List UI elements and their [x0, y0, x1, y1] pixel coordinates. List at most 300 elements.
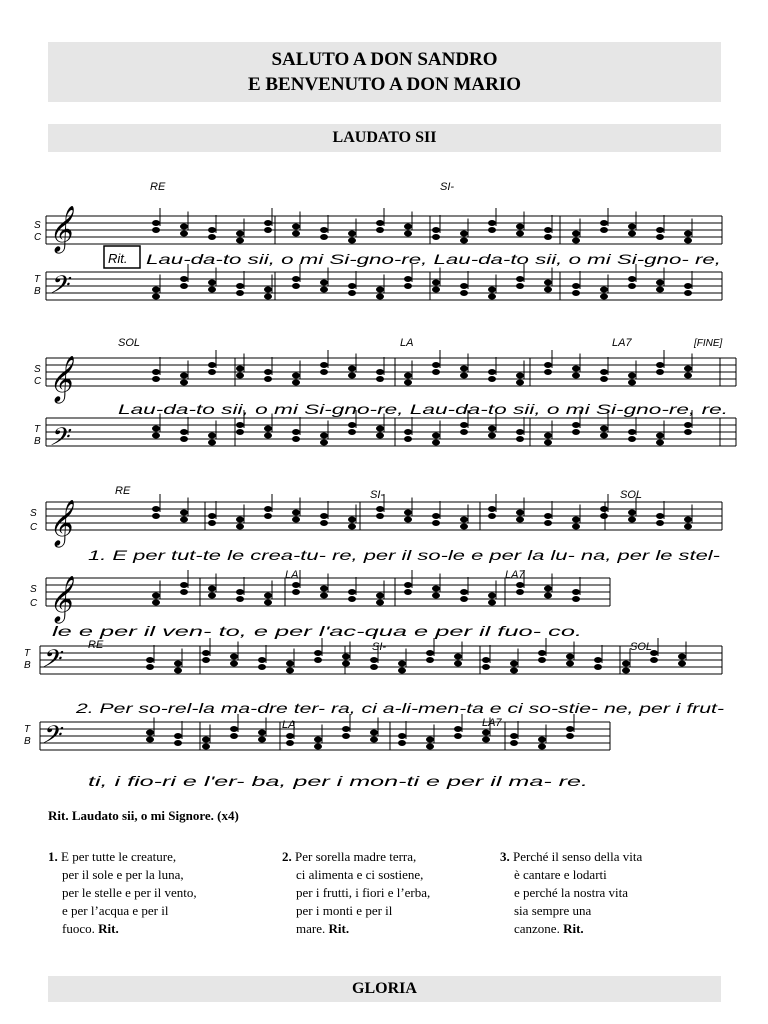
note-head	[208, 593, 216, 599]
note-head	[342, 661, 350, 667]
note-head	[544, 440, 552, 446]
note-head	[376, 506, 384, 512]
note-head	[376, 376, 384, 382]
note-head	[432, 287, 440, 293]
staff-label-tenor: T	[34, 274, 41, 285]
verse-line: e per l’acqua e per il	[62, 903, 169, 918]
note-head	[258, 657, 266, 663]
note-head	[348, 238, 356, 244]
note-head	[684, 366, 692, 372]
note-head	[292, 231, 300, 237]
note-head	[208, 287, 216, 293]
note-head	[320, 362, 328, 368]
note-head	[628, 429, 636, 435]
note-head	[208, 234, 216, 240]
note-head	[370, 737, 378, 743]
note-head	[488, 220, 496, 226]
title-banner	[48, 42, 721, 102]
note-head	[432, 280, 440, 286]
note-head	[572, 596, 580, 602]
lyrics-line-6: ti, i fio-ri e l'er- ba, per i mon-ti e per il ma- re.	[88, 773, 588, 789]
note-head	[286, 668, 294, 674]
note-head	[152, 426, 160, 432]
note-head	[202, 650, 210, 656]
note-head	[600, 506, 608, 512]
chord-label-la-3: LA	[282, 719, 296, 731]
note-head	[460, 373, 468, 379]
note-head	[600, 426, 608, 432]
note-head	[342, 726, 350, 732]
note-head	[516, 510, 524, 516]
staff-label-contralto-3: C	[30, 522, 38, 533]
note-head	[600, 513, 608, 519]
note-head	[544, 433, 552, 439]
note-head	[510, 661, 518, 667]
note-head	[656, 362, 664, 368]
staff-label-tenor-2: T	[34, 424, 41, 435]
note-head	[236, 524, 244, 530]
note-head	[370, 657, 378, 663]
note-head	[432, 586, 440, 592]
note-head	[516, 429, 524, 435]
note-head	[566, 733, 574, 739]
note-head	[628, 373, 636, 379]
note-head	[516, 224, 524, 230]
verse-line: E per tutte le creature,	[61, 849, 177, 864]
note-head	[656, 287, 664, 293]
note-head	[348, 422, 356, 428]
refrain-instruction: Rit. Laudato sii, o mi Signore. (x4)	[48, 808, 239, 823]
note-head	[544, 234, 552, 240]
note-head	[622, 661, 630, 667]
note-head	[258, 664, 266, 670]
note-head	[404, 517, 412, 523]
note-head	[426, 657, 434, 663]
note-head	[572, 517, 580, 523]
note-head	[454, 726, 462, 732]
note-head	[544, 227, 552, 233]
staff-lines	[40, 216, 736, 750]
note-head	[628, 380, 636, 386]
note-head	[432, 227, 440, 233]
note-head	[236, 238, 244, 244]
note-head	[348, 589, 356, 595]
treble-clef-icon-3: 𝄞	[48, 501, 72, 545]
note-head	[202, 737, 210, 743]
lyrics-line-3: 1. E per tut-te le crea-tu- re, per il so-le e per la lu- na, per le stel-	[88, 547, 721, 563]
note-head	[320, 369, 328, 375]
note-head	[426, 650, 434, 656]
note-head	[488, 227, 496, 233]
note-head	[432, 513, 440, 519]
note-head	[376, 294, 384, 300]
note-head	[376, 433, 384, 439]
note-head	[208, 433, 216, 439]
treble-clef-icon-4: 𝄞	[48, 577, 72, 621]
note-head	[482, 730, 490, 736]
verse-line: sia sempre una	[514, 903, 592, 918]
note-head	[460, 231, 468, 237]
note-head	[404, 582, 412, 588]
note-head	[600, 376, 608, 382]
note-head	[656, 440, 664, 446]
note-head	[572, 366, 580, 372]
note-head	[320, 513, 328, 519]
note-head	[404, 380, 412, 386]
note-head	[516, 231, 524, 237]
note-head	[376, 220, 384, 226]
note-head	[292, 510, 300, 516]
staff-label-tenor-4: T	[24, 724, 31, 735]
note-head	[488, 593, 496, 599]
note-head	[656, 280, 664, 286]
note-head	[152, 600, 160, 606]
note-head	[264, 426, 272, 432]
note-head	[544, 280, 552, 286]
verse-line: Perché il senso della vita	[513, 849, 643, 864]
chord-label-si-minor: SI-	[440, 181, 455, 193]
verse-line: è cantare e lodarti	[514, 867, 607, 882]
note-head	[426, 744, 434, 750]
note-head	[432, 520, 440, 526]
staff-label-bass: B	[34, 286, 41, 297]
note-head	[236, 517, 244, 523]
chord-label-la: LA	[400, 337, 414, 349]
note-head	[600, 369, 608, 375]
note-head	[236, 429, 244, 435]
note-head	[314, 650, 322, 656]
chord-label-re: RE	[150, 181, 166, 193]
note-head	[152, 433, 160, 439]
note-head	[572, 283, 580, 289]
note-head	[286, 740, 294, 746]
sheet-music	[0, 160, 768, 800]
note-head	[320, 520, 328, 526]
lyrics-line-4: le e per il ven- to, e per l'ac-qua e per il fuo- co.	[52, 623, 582, 639]
note-head	[488, 506, 496, 512]
staff-label-soprano: S	[34, 220, 41, 231]
next-song-title: GLORIA	[48, 976, 721, 1002]
note-head	[146, 664, 154, 670]
note-head	[516, 436, 524, 442]
note-head	[292, 373, 300, 379]
note-head	[454, 654, 462, 660]
note-head	[628, 517, 636, 523]
note-head	[208, 520, 216, 526]
note-head	[292, 429, 300, 435]
note-head	[404, 283, 412, 289]
note-head	[180, 283, 188, 289]
chord-label-la7-3: LA7	[482, 717, 502, 729]
rit-marker: Rit.	[328, 921, 350, 936]
note-head	[516, 380, 524, 386]
note-head	[180, 224, 188, 230]
note-head	[264, 294, 272, 300]
note-head	[544, 586, 552, 592]
page-title-line-1: SALUTO A DON SANDRO	[271, 49, 498, 70]
note-head	[572, 429, 580, 435]
note-head	[208, 513, 216, 519]
note-head	[348, 429, 356, 435]
note-head	[152, 513, 160, 519]
note-head	[348, 596, 356, 602]
note-head	[622, 668, 630, 674]
note-head	[544, 520, 552, 526]
rit-box-label: Rit.	[108, 251, 128, 266]
note-head	[544, 287, 552, 293]
note-head	[208, 227, 216, 233]
rit-marker: Rit.	[563, 921, 584, 936]
note-head	[236, 589, 244, 595]
note-head	[152, 376, 160, 382]
note-head	[684, 238, 692, 244]
lyrics-line-1: Lau-da-to sii, o mi Si-gno-re, Lau-da-to sii, o mi Si-gno- re,	[146, 251, 721, 267]
chord-label-si-minor-3: SI-	[372, 641, 387, 653]
chord-label-la-2: LA	[285, 569, 299, 581]
rit-marker: Rit.	[98, 921, 119, 936]
verse-line: fuoco.	[62, 921, 95, 936]
note-head	[314, 657, 322, 663]
note-head	[488, 426, 496, 432]
chord-label-re-3: RE	[88, 639, 104, 651]
note-head	[348, 524, 356, 530]
verse-2	[282, 848, 430, 938]
staff-label-soprano-2: S	[34, 364, 41, 375]
note-head	[342, 654, 350, 660]
note-head	[488, 513, 496, 519]
note-head	[236, 290, 244, 296]
note-head	[292, 436, 300, 442]
note-head	[482, 657, 490, 663]
note-head	[152, 369, 160, 375]
verse-1	[48, 848, 197, 938]
note-head	[404, 231, 412, 237]
note-head	[516, 517, 524, 523]
note-head	[398, 668, 406, 674]
note-head	[152, 506, 160, 512]
note-head	[460, 238, 468, 244]
note-head	[258, 737, 266, 743]
note-head	[404, 589, 412, 595]
note-head	[286, 733, 294, 739]
note-head	[180, 231, 188, 237]
note-head	[684, 517, 692, 523]
note-head	[594, 664, 602, 670]
note-head	[202, 657, 210, 663]
bass-clef-icon: 𝄢	[48, 272, 68, 305]
note-head	[264, 600, 272, 606]
note-head	[656, 520, 664, 526]
note-head	[236, 373, 244, 379]
note-head	[264, 593, 272, 599]
note-head	[376, 227, 384, 233]
note-head	[488, 433, 496, 439]
note-head	[180, 436, 188, 442]
note-head	[398, 740, 406, 746]
note-head	[488, 287, 496, 293]
note-head	[146, 657, 154, 663]
note-head	[398, 733, 406, 739]
note-head	[432, 369, 440, 375]
note-head	[264, 513, 272, 519]
note-head	[572, 524, 580, 530]
staff-label-contralto: C	[34, 232, 42, 243]
lyrics-line-2: Lau-da-to sii, o mi Si-gno-re, Lau-da-to sii, o mi Si-gno-re, re.	[118, 401, 728, 417]
note-head	[376, 593, 384, 599]
note-head	[348, 373, 356, 379]
note-head	[376, 287, 384, 293]
note-head	[404, 276, 412, 282]
note-head	[460, 283, 468, 289]
note-head	[208, 280, 216, 286]
note-head	[208, 362, 216, 368]
note-head	[516, 283, 524, 289]
note-head	[454, 661, 462, 667]
verse-number: 3.	[500, 849, 510, 864]
note-head	[230, 733, 238, 739]
note-head	[292, 276, 300, 282]
note-head	[572, 422, 580, 428]
note-head	[482, 737, 490, 743]
note-head	[376, 513, 384, 519]
note-head	[146, 737, 154, 743]
note-head	[314, 744, 322, 750]
verse-3	[500, 848, 642, 938]
note-head	[432, 433, 440, 439]
chord-label-sol-2: SOL	[620, 489, 643, 501]
note-head	[376, 369, 384, 375]
note-head	[292, 589, 300, 595]
note-head	[320, 280, 328, 286]
note-heads	[146, 208, 692, 750]
note-head	[510, 668, 518, 674]
chord-label-re-2: RE	[115, 485, 131, 497]
note-head	[454, 733, 462, 739]
note-head	[264, 227, 272, 233]
note-head	[264, 433, 272, 439]
note-head	[398, 661, 406, 667]
note-head	[572, 231, 580, 237]
note-head	[460, 422, 468, 428]
note-head	[656, 227, 664, 233]
note-head	[292, 283, 300, 289]
staff-label-soprano-3: S	[30, 508, 37, 519]
note-head	[180, 510, 188, 516]
note-head	[320, 433, 328, 439]
note-head	[628, 436, 636, 442]
note-head	[180, 373, 188, 379]
note-head	[180, 589, 188, 595]
staff-label-bass-2: B	[34, 436, 41, 447]
note-head	[404, 429, 412, 435]
note-head	[348, 231, 356, 237]
note-head	[286, 661, 294, 667]
note-head	[320, 227, 328, 233]
note-head	[600, 294, 608, 300]
staff-label-tenor-3: T	[24, 648, 31, 659]
note-head	[538, 650, 546, 656]
note-head	[594, 657, 602, 663]
note-head	[292, 517, 300, 523]
note-head	[292, 224, 300, 230]
note-head	[174, 668, 182, 674]
note-head	[460, 290, 468, 296]
note-head	[566, 654, 574, 660]
note-head	[152, 220, 160, 226]
verse-line: ci alimenta e ci sostiene,	[296, 867, 424, 882]
note-head	[516, 589, 524, 595]
note-head	[174, 661, 182, 667]
staff-label-soprano-4: S	[30, 584, 37, 595]
note-head	[208, 440, 216, 446]
staff-label-bass-4: B	[24, 736, 31, 747]
note-head	[566, 726, 574, 732]
note-head	[370, 730, 378, 736]
note-head	[538, 657, 546, 663]
note-head	[488, 376, 496, 382]
note-head	[656, 513, 664, 519]
note-head	[180, 517, 188, 523]
note-head	[404, 373, 412, 379]
note-head	[292, 582, 300, 588]
note-head	[264, 220, 272, 226]
note-head	[460, 596, 468, 602]
note-head	[460, 429, 468, 435]
note-head	[684, 524, 692, 530]
note-head	[572, 238, 580, 244]
note-head	[460, 589, 468, 595]
note-head	[460, 524, 468, 530]
note-head	[656, 433, 664, 439]
note-head	[488, 369, 496, 375]
verse-line: mare.	[296, 921, 326, 936]
note-head	[600, 433, 608, 439]
note-head	[236, 283, 244, 289]
verse-line: Per sorella madre terra,	[295, 849, 417, 864]
treble-clef-icon-2: 𝄞	[48, 357, 72, 401]
note-head	[426, 737, 434, 743]
note-head	[432, 234, 440, 240]
staff-label-contralto-4: C	[30, 598, 38, 609]
note-head	[482, 664, 490, 670]
note-head	[510, 740, 518, 746]
lyrics-line-5: 2. Per so-rel-la ma-dre ter- ra, ci a-li-men-ta e ci so-stie- ne, per i frut-	[74, 700, 725, 716]
verse-line: per le stelle e per il vento,	[62, 885, 197, 900]
verse-line: e perché la nostra vita	[514, 885, 629, 900]
note-head	[656, 369, 664, 375]
note-head	[516, 373, 524, 379]
note-head	[510, 733, 518, 739]
note-head	[678, 654, 686, 660]
note-head	[628, 231, 636, 237]
note-head	[146, 730, 154, 736]
note-head	[544, 362, 552, 368]
note-head	[152, 593, 160, 599]
note-head	[180, 276, 188, 282]
verse-line: per i frutti, i fiori e l’erba,	[296, 885, 431, 900]
verse-line: canzone.	[514, 921, 560, 936]
note-head	[208, 369, 216, 375]
note-head	[230, 726, 238, 732]
verse-line: per i monti e per il	[296, 903, 393, 918]
note-head	[678, 661, 686, 667]
note-head	[236, 422, 244, 428]
note-head	[348, 517, 356, 523]
note-head	[258, 730, 266, 736]
staff-label-contralto-2: C	[34, 376, 42, 387]
note-head	[538, 744, 546, 750]
note-head	[342, 733, 350, 739]
